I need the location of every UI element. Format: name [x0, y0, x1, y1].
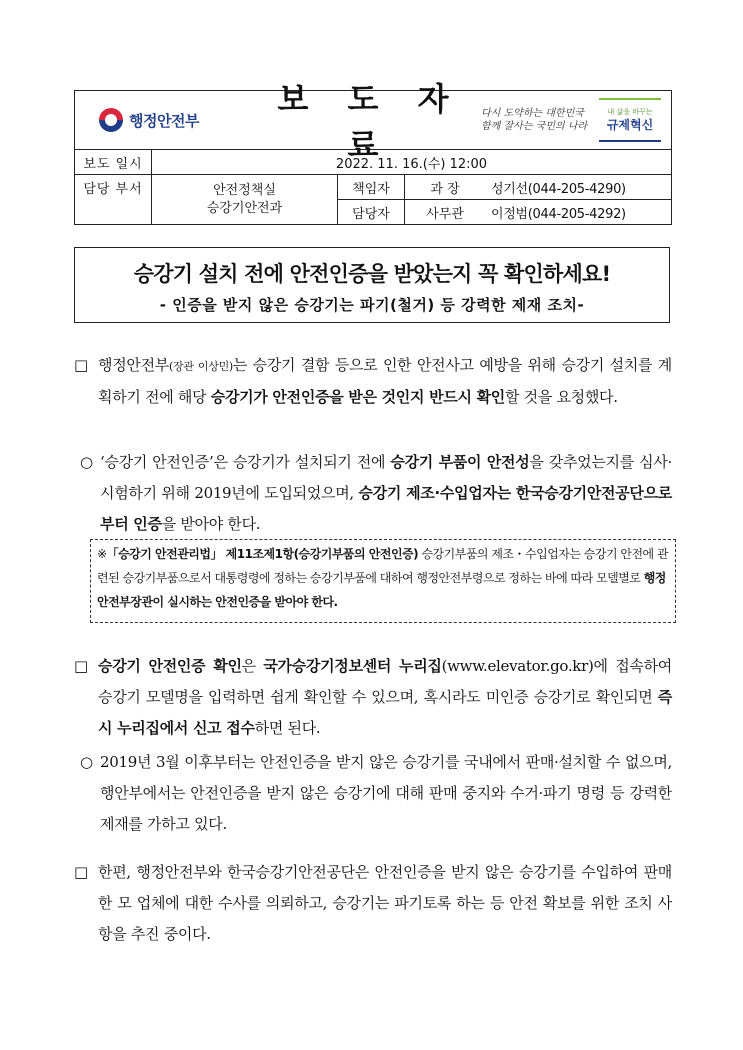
department-label: 담당 부서: [75, 175, 152, 225]
ministry-logo: [75, 108, 259, 132]
body-paragraph-1: [74, 350, 672, 413]
emphasis: 승강기 부품이 안전성: [390, 453, 530, 471]
circle-bullet-icon: ○: [80, 753, 93, 771]
contact-position: 과 장: [405, 175, 486, 200]
body-paragraph-3: [74, 651, 672, 744]
ministry-name: 행정안전부: [129, 111, 199, 130]
department-value: [152, 175, 338, 225]
emphasis: 승강기가 안전인증을 받은 것인지 반드시 확인: [210, 388, 505, 406]
emphasis: 승강기 제조·수입업자는 한국승강기안전공단으로부터 인증: [100, 484, 672, 533]
release-date-label: 보도 일시: [75, 150, 152, 175]
department-line-1: 안전정책실: [213, 182, 276, 198]
square-bullet-icon: □: [74, 657, 88, 675]
press-release-title: 보 도 자 료: [277, 80, 463, 164]
text: 을 갖추었는지를 심사·시험하기 위해 2019년에 도입되었으며,: [100, 453, 672, 502]
circle-bullet-icon: ○: [80, 453, 93, 471]
text: 2019년 3월 이후부터는 안전인증을 받지 않은 승강기를 국내에서 판매·설치할 수 없으며, 행안부에서는 안전인증을 받지 않은 승강기에 대해 판매 중지와 수거·파기 명령 등 강력한 제재를 가하고 있다.: [100, 753, 672, 833]
emphasis: 즉시 누리집에서 신고 접수: [98, 688, 672, 737]
note-marker-icon: ※: [97, 547, 107, 561]
emphasis: 행정안전부장관이 실시하는 안전인증을 받아야 한다.: [97, 571, 666, 609]
badge-subtitle: 내 삶을 바꾸는: [607, 108, 653, 116]
square-bullet-icon: □: [74, 356, 88, 374]
emphasis: 「승강기 안전관리법」 제11조제1항(승강기부품의 안전인증): [106, 547, 419, 561]
text: 승강기부품의 제조・수입업자는 승강기 안전에 관련된 승강기부품으로서 대통령령에 정하는 승강기부품에 대하여 행정안전부령으로 정하는 바에 따라 모델별로: [97, 547, 669, 585]
contact-name-phone: 성기선(044-205-4290): [485, 175, 672, 200]
government-emblem-icon: [99, 108, 123, 132]
text: (장관 이상민): [168, 360, 233, 373]
text: 을 받아야 한다.: [161, 515, 261, 533]
headline-title: 승강기 설치 전에 안전인증을 받았는지 꼭 확인하세요!: [133, 262, 611, 286]
body-paragraph-4: [80, 747, 672, 840]
contact-role: 책임자: [338, 175, 405, 200]
contact-name-phone: 이정범(044-205-4292): [485, 200, 672, 225]
headline-box: [74, 247, 670, 323]
release-date-value: 2022. 11. 16.(수) 12:00: [152, 150, 672, 175]
text: 하면 된다.: [254, 719, 321, 737]
regulation-innovation-badge: [599, 98, 661, 142]
legal-note-box: [90, 539, 676, 623]
text: 행정안전부: [98, 356, 169, 374]
emphasis: 국가승강기정보센터 누리집: [263, 657, 442, 675]
text: 는 승강기 결함 등으로 인한 안전사고 예방을 위해 승강기 설치를 계획하기 전에 해당: [98, 356, 672, 406]
text: ‘승강기 안전인증’은 승강기가 설치되기 전에: [100, 453, 391, 471]
badge-title: 규제혁신: [606, 118, 654, 132]
body-paragraph-2: [80, 447, 672, 540]
government-slogan: [481, 107, 593, 133]
emphasis: 승강기 안전인증 확인: [98, 657, 242, 675]
contact-role: 담당자: [338, 200, 405, 225]
square-bullet-icon: □: [74, 863, 88, 881]
slogan-line-1: 다시 도약하는 대한민국: [481, 108, 584, 119]
contact-position: 사무관: [405, 200, 486, 225]
text: 한편, 행정안전부와 한국승강기안전공단은 안전인증을 받지 않은 승강기를 수입하여 판매한 모 업체에 대한 수사를 의뢰하고, 승강기는 파기토록 하는 등 안전 확보를 위한 조치 사항을 추진 중이다.: [98, 863, 672, 943]
text: (www.elevator.go.kr)에 접속하여 승강기 모델명을 입력하면 쉽게 확인할 수 있으며, 혹시라도 미인증 승강기로 확인되면: [98, 657, 672, 706]
press-header-table: [74, 80, 672, 225]
text: 은: [241, 657, 264, 675]
headline-subtitle: - 인증을 받지 않은 승강기는 파기(철거) 등 강력한 제재 조치-: [159, 296, 585, 314]
body-paragraph-5: [74, 857, 672, 950]
text: 할 것을 요청했다.: [504, 388, 618, 406]
slogan-line-2: 함께 잘사는 국민의 나라: [481, 121, 588, 132]
department-line-2: 승강기안전과: [206, 200, 283, 216]
